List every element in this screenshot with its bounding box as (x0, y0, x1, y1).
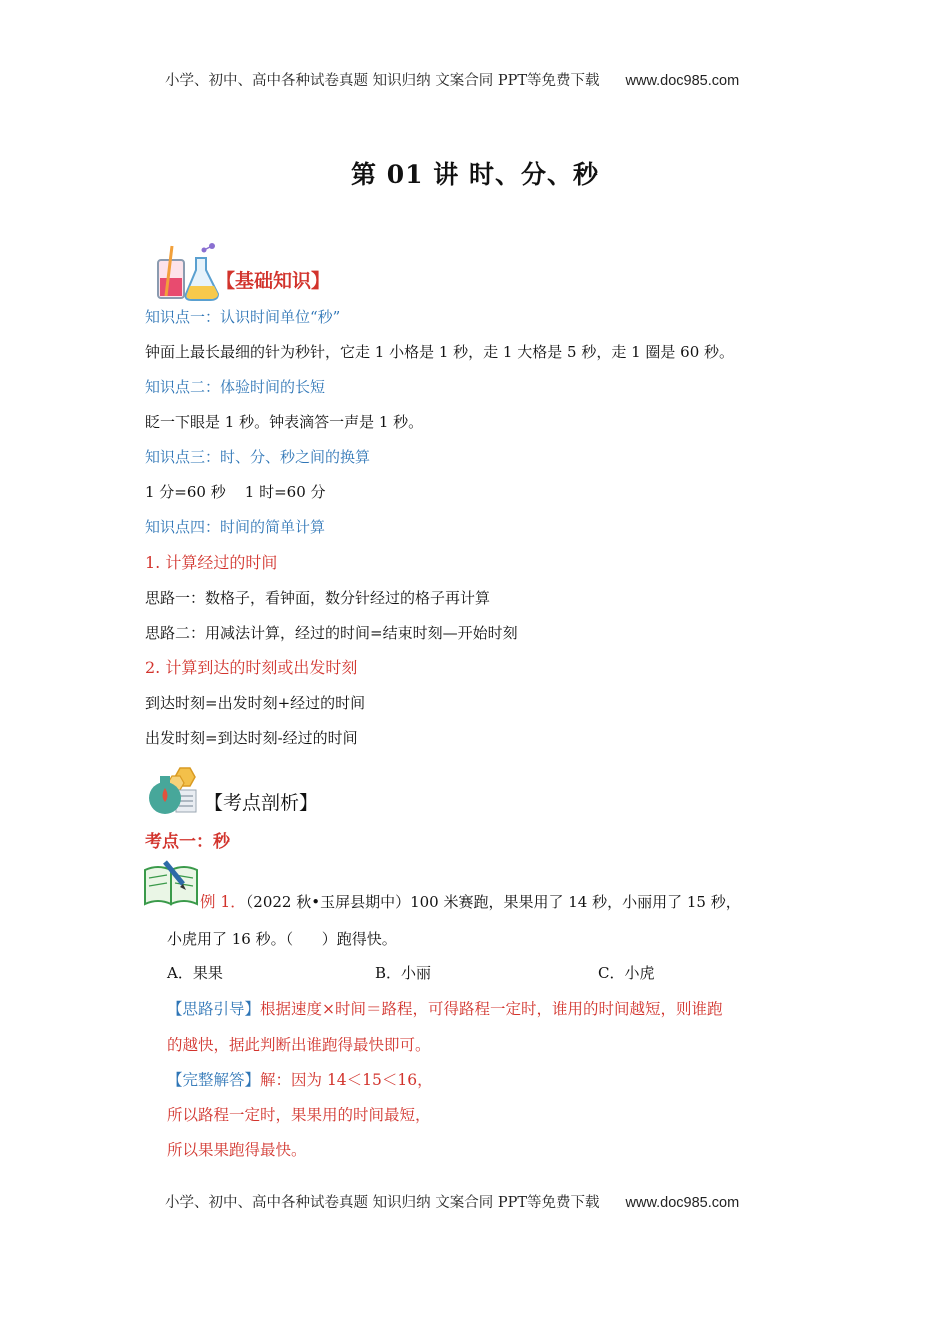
kp4-sub1-b: 思路二：用减法计算，经过的时间=结束时刻—开始时刻 (145, 624, 518, 642)
kp4-sub2-a: 到达时刻=出发时刻+经过的时间 (145, 694, 366, 712)
header-text: 小学、初中、高中各种试卷真题 知识归纳 文案合同 PPT等免费下载 (165, 73, 600, 89)
hint-line2: 的越快，据此判断出谁跑得最快即可。 (167, 1036, 431, 1054)
footer-text: 小学、初中、高中各种试卷真题 知识归纳 文案合同 PPT等免费下载 (165, 1195, 600, 1211)
hint-label: 【思路引导】 (167, 1000, 261, 1018)
kp3-heading: 知识点三：时、分、秒之间的换算 (145, 448, 371, 466)
section-basic-knowledge: 【基础知识】 (216, 270, 331, 292)
hint-line1: 【思路引导】根据速度×时间＝路程，可得路程一定时，谁用的时间越短，则谁跑 (167, 1000, 723, 1018)
option-b: B．小丽 (375, 964, 432, 982)
header-url[interactable]: www.doc985.com (625, 73, 740, 89)
example-1-line1: 例 1．（2022 秋•玉屏县期中）100 米赛跑，果果用了 14 秒，小丽用了 15 秒， (200, 893, 741, 911)
kp1-heading: 知识点一：认识时间单位“秒” (145, 308, 341, 326)
page-footer (165, 1191, 739, 1212)
answer-line3: 所以果果跑得最快。 (167, 1141, 307, 1159)
answer-line2: 所以路程一定时，果果用的时间最短， (167, 1106, 431, 1124)
kp4-sub2-b: 出发时刻=到达时刻-经过的时间 (145, 729, 358, 747)
section-exam-analysis: 【考点剖析】 (204, 792, 319, 814)
kp4-heading: 知识点四：时间的简单计算 (145, 518, 326, 536)
kp4-sub2: 2. 计算到达的时刻或出发时刻 (145, 658, 358, 677)
answer-label: 【完整解答】 (167, 1071, 261, 1089)
answer-line1: 【完整解答】解：因为 14＜15＜16， (167, 1071, 433, 1089)
page-title: 第 01 讲 时、分、秒 (351, 160, 599, 189)
kp2-heading: 知识点二：体验时间的长短 (145, 378, 326, 396)
page-header (165, 69, 739, 90)
option-a: A．果果 (167, 964, 223, 982)
example-1-line2: 小虎用了 16 秒。（ ）跑得快。 (167, 930, 397, 948)
kp1-text: 钟面上最长最细的针为秒针，它走 1 小格是 1 秒，走 1 大格是 5 秒，走 1 圈是 60 秒。 (145, 343, 735, 361)
kp4-sub1: 1. 计算经过的时间 (145, 553, 278, 572)
kp2-text: 眨一下眼是 1 秒。钟表滴答一声是 1 秒。 (145, 413, 424, 431)
flask-icon (152, 240, 222, 302)
option-c: C．小虎 (598, 964, 655, 982)
example-label: 例 1． (200, 893, 246, 911)
footer-url[interactable]: www.doc985.com (625, 1195, 740, 1211)
lab-report-icon (146, 766, 198, 816)
kaodian-1-heading: 考点一：秒 (145, 832, 230, 852)
kp3-text: 1 分=60 秒 1 时=60 分 (145, 483, 326, 501)
kp4-sub1-a: 思路一：数格子，看钟面，数分针经过的格子再计算 (145, 589, 491, 607)
book-pencil-icon (143, 856, 201, 906)
